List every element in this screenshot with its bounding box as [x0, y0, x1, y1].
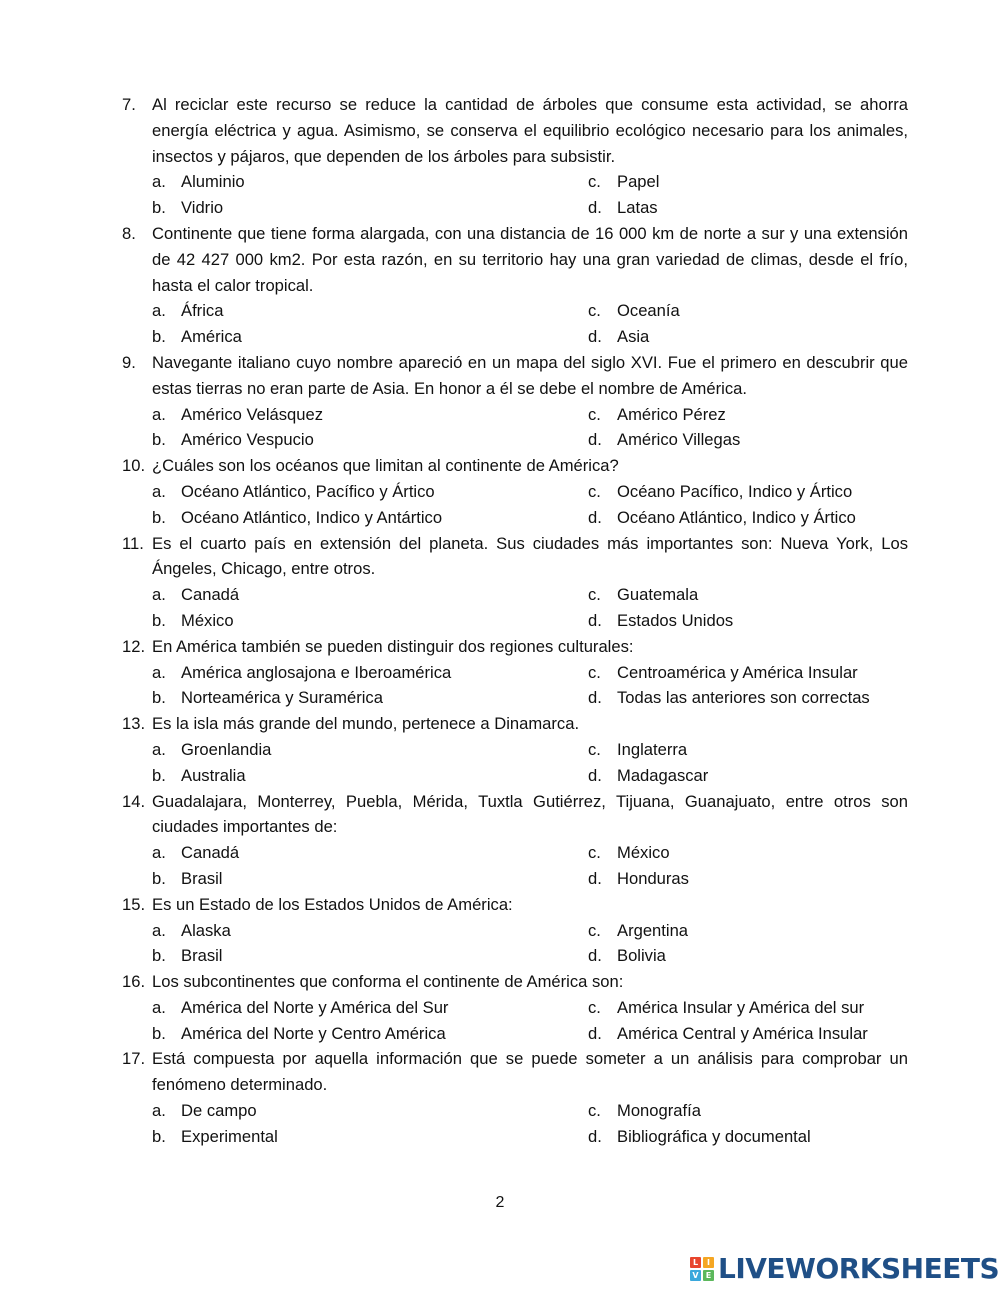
option-letter: b. [152, 868, 166, 888]
option-letter: b. [152, 1126, 166, 1146]
option-letter: d. [588, 765, 602, 785]
option-letter: a. [152, 172, 166, 192]
option-text: Experimental [181, 1126, 278, 1146]
option-letter: b. [152, 1023, 166, 1043]
answer-option[interactable] [152, 324, 588, 350]
question-text: Es el cuarto país en extensión del planeta. Sus ciudades más importantes son: Nueva York, Los Ángeles, Chicago, entre otros. [152, 533, 908, 579]
question-stem [122, 1046, 908, 1098]
question-number: 7. [122, 95, 136, 114]
question-text: Está compuesta por aquella información que se puede someter a un análisis para comprobar un fenómeno determinado. [152, 1049, 908, 1095]
question-stem [122, 350, 908, 402]
option-text: América del Norte y América del Sur [181, 997, 449, 1017]
option-letter: b. [152, 507, 166, 527]
answer-option[interactable] [588, 685, 908, 711]
question-17 [122, 1046, 908, 1149]
question-8 [122, 221, 908, 350]
answer-options [152, 402, 908, 454]
question-text: Es un Estado de los Estados Unidos de América: [152, 894, 513, 914]
option-text: Américo Villegas [617, 430, 741, 450]
option-text: Américo Velásquez [181, 404, 324, 424]
option-text: Canadá [181, 585, 240, 605]
question-number: 14. [122, 791, 146, 811]
answer-option[interactable] [588, 505, 908, 531]
option-letter: d. [588, 327, 602, 347]
answer-option[interactable] [588, 169, 908, 195]
option-text: Bolivia [617, 946, 666, 966]
option-text: México [181, 610, 234, 630]
question-number: 16. [122, 972, 146, 992]
question-number: 11. [122, 533, 144, 553]
option-text: América del Norte y Centro América [181, 1023, 446, 1043]
answer-option[interactable] [588, 324, 908, 350]
answer-option[interactable] [152, 763, 588, 789]
question-number: 15. [122, 894, 146, 914]
option-text: Guatemala [617, 585, 699, 605]
answer-option[interactable] [152, 195, 588, 221]
answer-option[interactable] [588, 866, 908, 892]
question-stem [122, 531, 908, 583]
answer-option[interactable] [588, 1124, 908, 1150]
answer-option[interactable] [152, 1021, 588, 1047]
answer-option[interactable] [588, 840, 908, 866]
option-letter: c. [588, 172, 601, 192]
answer-option[interactable] [588, 298, 908, 324]
answer-option[interactable] [152, 427, 588, 453]
option-letter: b. [152, 765, 166, 785]
question-stem [122, 453, 908, 479]
question-stem [122, 789, 908, 841]
question-text: Guadalajara, Monterrey, Puebla, Mérida, Tuxtla Gutiérrez, Tijuana, Guanajuato, entre otros son ciudades importantes de: [152, 791, 908, 837]
option-letter: a. [152, 585, 166, 605]
question-stem [122, 892, 908, 918]
option-text: México [617, 843, 670, 863]
answer-option[interactable] [588, 737, 908, 763]
option-text: Oceanía [617, 301, 680, 321]
answer-option[interactable] [588, 427, 908, 453]
option-text: De campo [181, 1101, 257, 1121]
option-letter: a. [152, 301, 166, 321]
option-text: Américo Vespucio [181, 430, 314, 450]
brand-name: LIVEWORKSHEETS [718, 1252, 1000, 1285]
answer-options [152, 737, 908, 789]
option-letter: b. [152, 610, 166, 630]
option-text: Madagascar [617, 765, 709, 785]
question-11 [122, 531, 908, 634]
option-text: América [181, 327, 242, 347]
option-letter: c. [588, 585, 601, 605]
option-letter: a. [152, 662, 166, 682]
question-10 [122, 453, 908, 530]
option-letter: a. [152, 404, 166, 424]
question-text: En América también se pueden distinguir dos regiones culturales: [152, 636, 634, 656]
option-text: Bibliográfica y documental [617, 1126, 811, 1146]
answer-options [152, 840, 908, 892]
option-text: Aluminio [181, 172, 245, 192]
option-letter: b. [152, 688, 166, 708]
answer-option[interactable] [152, 298, 588, 324]
answer-option[interactable] [152, 685, 588, 711]
option-text: Latas [617, 198, 658, 218]
answer-option[interactable] [152, 505, 588, 531]
option-text: Centroamérica y América Insular [617, 662, 858, 682]
option-letter: c. [588, 481, 601, 501]
question-number: 17. [122, 1049, 146, 1069]
answer-option[interactable] [588, 195, 908, 221]
option-text: Monografía [617, 1101, 701, 1121]
answer-option[interactable] [152, 1124, 588, 1150]
option-letter: c. [588, 920, 601, 940]
option-text: América anglosajona e Iberoamérica [181, 662, 452, 682]
option-letter: d. [588, 868, 602, 888]
question-15 [122, 892, 908, 969]
logo-tile: I [703, 1257, 714, 1268]
option-text: Honduras [617, 868, 689, 888]
option-text: Océano Atlántico, Indico y Antártico [181, 507, 443, 527]
answer-option[interactable] [588, 943, 908, 969]
option-letter: c. [588, 301, 601, 321]
option-letter: d. [588, 688, 602, 708]
answer-options [152, 995, 908, 1047]
option-text: América Central y América Insular [617, 1023, 868, 1043]
question-text: Navegante italiano cuyo nombre apareció en un mapa del siglo XVI. Fue el primero en descubrir que estas tierras no eran parte de Asia. En honor a él se debe el nombre de América. [152, 352, 908, 398]
answer-option[interactable] [152, 918, 588, 944]
question-stem [122, 92, 908, 169]
question-stem [122, 221, 908, 298]
answer-option[interactable] [152, 1098, 588, 1124]
answer-options [152, 479, 908, 531]
question-number: 9. [122, 352, 136, 372]
option-text: Océano Atlántico, Indico y Ártico [617, 507, 856, 527]
liveworksheets-logo[interactable] [690, 1254, 999, 1284]
answer-option[interactable] [588, 582, 908, 608]
answer-option[interactable] [588, 763, 908, 789]
option-text: Estados Unidos [617, 610, 734, 630]
option-text: Américo Pérez [617, 404, 726, 424]
option-letter: c. [588, 1101, 601, 1121]
option-text: Brasil [181, 946, 223, 966]
live-blocks-icon [690, 1257, 714, 1281]
answer-option[interactable] [588, 1098, 908, 1124]
option-text: Alaska [181, 920, 231, 940]
logo-tile: E [703, 1270, 714, 1281]
option-letter: d. [588, 610, 602, 630]
answer-options [152, 298, 908, 350]
question-16 [122, 969, 908, 1046]
option-text: Vidrio [181, 198, 224, 218]
answer-options [152, 1098, 908, 1150]
question-12 [122, 634, 908, 711]
question-text: Los subcontinentes que conforma el continente de América son: [152, 972, 624, 992]
question-number: 10. [122, 456, 146, 476]
answer-option[interactable] [152, 402, 588, 428]
answer-option[interactable] [152, 737, 588, 763]
answer-option[interactable] [152, 943, 588, 969]
option-text: Asia [617, 327, 650, 347]
answer-option[interactable] [588, 402, 908, 428]
answer-options [152, 169, 908, 221]
question-number: 12. [122, 636, 146, 656]
option-letter: b. [152, 327, 166, 347]
answer-option[interactable] [588, 995, 908, 1021]
question-text: Continente que tiene forma alargada, con una distancia de 16 000 km de norte a sur y una extensión de 42 427 000 km2. Por esta razón, en su territorio hay una gran variedad de climas, desde el frío, hasta el calor tropical. [152, 223, 908, 295]
answer-option[interactable] [152, 608, 588, 634]
answer-option[interactable] [152, 995, 588, 1021]
question-stem [122, 969, 908, 995]
option-text: Canadá [181, 843, 240, 863]
question-list [122, 92, 908, 1150]
option-text: Brasil [181, 868, 223, 888]
answer-option[interactable] [152, 582, 588, 608]
question-14 [122, 789, 908, 892]
option-text: Norteamérica y Suramérica [181, 688, 383, 708]
option-letter: d. [588, 946, 602, 966]
question-stem [122, 634, 908, 660]
answer-options [152, 918, 908, 970]
option-letter: c. [588, 662, 601, 682]
option-text: Inglaterra [617, 739, 688, 759]
option-letter: c. [588, 404, 601, 424]
question-text: Al reciclar este recurso se reduce la cantidad de árboles que consume esta actividad, se ahorra energía eléctrica y agua. Asimismo, se conserva el equilibrio ecológico necesario para los animales, insectos y pájaros, que dependen de los árboles para subsistir. [152, 95, 908, 166]
option-letter: d. [588, 1126, 602, 1146]
question-9 [122, 350, 908, 453]
option-text: Papel [617, 172, 660, 192]
option-letter: a. [152, 481, 166, 501]
answer-options [152, 660, 908, 712]
answer-option[interactable] [152, 840, 588, 866]
question-number: 8. [122, 223, 136, 243]
option-letter: b. [152, 430, 166, 450]
option-letter: a. [152, 843, 166, 863]
question-text: Es la isla más grande del mundo, pertenece a Dinamarca. [152, 714, 580, 734]
option-text: Todas las anteriores son correctas [617, 688, 870, 708]
option-letter: a. [152, 920, 166, 940]
option-text: Groenlandia [181, 739, 272, 759]
answer-options [152, 582, 908, 634]
option-letter: d. [588, 198, 602, 218]
option-letter: d. [588, 430, 602, 450]
option-letter: d. [588, 507, 602, 527]
option-text: Australia [181, 765, 246, 785]
option-text: América Insular y América del sur [617, 997, 865, 1017]
option-text: Argentina [617, 920, 689, 940]
answer-option[interactable] [152, 866, 588, 892]
option-letter: b. [152, 198, 166, 218]
option-letter: c. [588, 739, 601, 759]
option-letter: c. [588, 997, 601, 1017]
option-letter: d. [588, 1023, 602, 1043]
page-number: 2 [495, 1194, 505, 1211]
answer-option[interactable] [588, 660, 908, 686]
option-text: África [181, 301, 224, 321]
answer-option[interactable] [588, 479, 908, 505]
answer-option[interactable] [152, 169, 588, 195]
option-letter: a. [152, 1101, 166, 1121]
answer-option[interactable] [152, 660, 588, 686]
question-number: 13. [122, 714, 146, 734]
question-text: ¿Cuáles son los océanos que limitan al continente de América? [152, 456, 619, 476]
answer-option[interactable] [152, 479, 588, 505]
answer-option[interactable] [588, 608, 908, 634]
option-letter: a. [152, 997, 166, 1017]
option-letter: a. [152, 739, 166, 759]
question-13 [122, 711, 908, 788]
option-text: Océano Pacífico, Indico y Ártico [617, 481, 853, 501]
question-stem [122, 711, 908, 737]
option-letter: c. [588, 843, 601, 863]
option-text: Océano Atlántico, Pacífico y Ártico [181, 481, 435, 501]
option-letter: b. [152, 946, 166, 966]
question-7 [122, 92, 908, 221]
logo-tile: L [690, 1257, 701, 1268]
answer-option[interactable] [588, 1021, 908, 1047]
logo-tile: V [690, 1270, 701, 1281]
answer-option[interactable] [588, 918, 908, 944]
